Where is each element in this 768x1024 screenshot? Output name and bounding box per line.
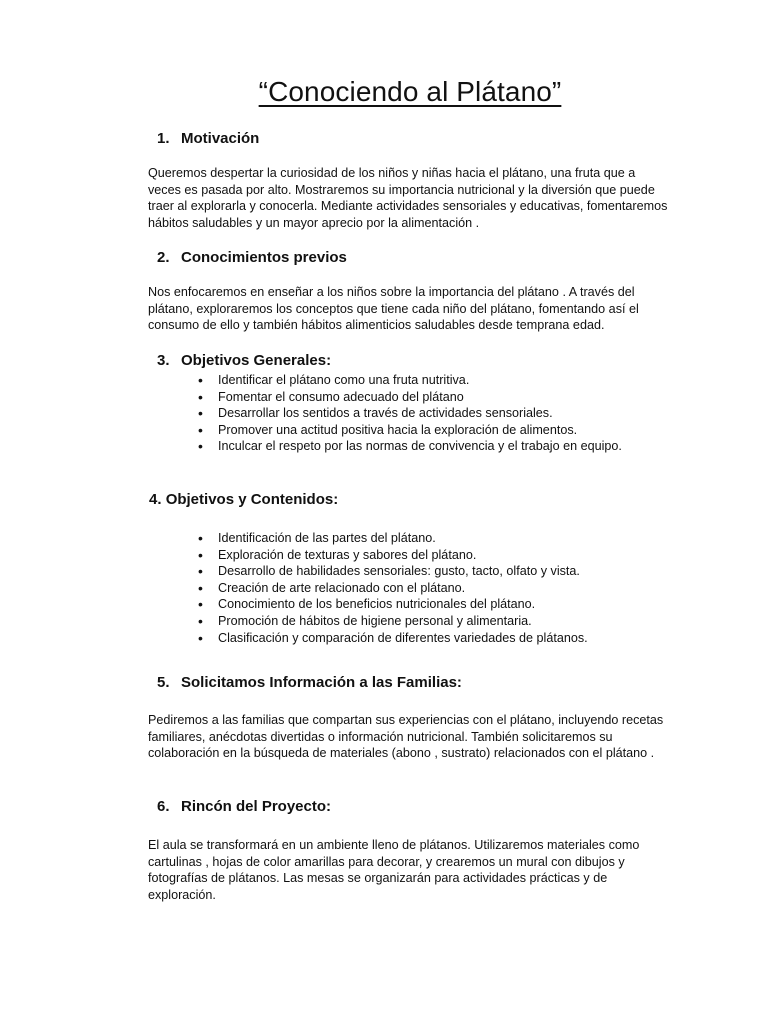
section-heading-rincon-proyecto: [157, 798, 331, 815]
section-title: Objetivos y Contenidos:: [165, 491, 339, 508]
list-item: • Fomentar el consumo adecuado del plátano: [192, 389, 622, 406]
section-number: 2.: [157, 249, 170, 266]
list-item: • Clasificación y comparación de diferentes variedades de plátanos.: [192, 630, 588, 647]
section-heading-motivacion: [157, 130, 259, 147]
section-number: 4.: [149, 491, 162, 508]
section-title: Rincón del Proyecto:: [181, 798, 332, 815]
list-item: • Desarrollo de habilidades sensoriales: gusto, tacto, olfato y vista.: [192, 563, 588, 580]
section-body-conocimientos-previos: Nos enfocaremos en enseñar a los niños sobre la importancia del plátano . A través del plátano, exploraremos los conceptos que tiene cada niño del plátano, fomentando así el consumo de ello y también hábitos alimenticios saludables desde temprana edad.: [148, 285, 639, 333]
list-item: • Creación de arte relacionado con el plátano.: [192, 580, 588, 597]
section-number: 3.: [157, 352, 170, 369]
list-item: • Desarrollar los sentidos a través de actividades sensoriales.: [192, 405, 622, 422]
section-number: 6.: [157, 798, 170, 815]
section-number: 1.: [157, 130, 170, 147]
list-item: • Conocimiento de los beneficios nutricionales del plátano.: [192, 596, 588, 613]
objetivos-contenidos-list: [192, 530, 588, 646]
objetivos-generales-list: [192, 372, 622, 455]
section-title: Objetivos Generales:: [181, 352, 332, 369]
list-item: • Identificación de las partes del plátano.: [192, 530, 588, 547]
section-number: 5.: [157, 674, 170, 691]
list-item: • Promoción de hábitos de higiene personal y alimentaria.: [192, 613, 588, 630]
section-body-motivacion: Queremos despertar la curiosidad de los niños y niñas hacia el plátano, una fruta que a veces es pasada por alto. Mostraremos su importancia nutricional y la diversión que puede traer al explorarla y conocerla. Mediante actividades sensoriales y educativas, fomentaremos hábitos saludables y un mayor aprecio por la alimentación .: [148, 166, 668, 230]
section-body-rincon-proyecto: El aula se transformará en un ambiente lleno de plátanos. Utilizaremos materiales como cartulinas , hojas de color amarillas para decorar, y crearemos un mural con dibujos y fotografías de plátanos. Las mesas se organizarán para actividades prácticas y de exploración.: [148, 838, 640, 902]
list-item: • Inculcar el respeto por las normas de convivencia y el trabajo en equipo.: [192, 438, 622, 455]
list-item: • Exploración de texturas y sabores del plátano.: [192, 547, 588, 564]
section-body-solicitamos-informacion: Pediremos a las familias que compartan sus experiencias con el plátano, incluyendo recetas familiares, anécdotas divertidas o información nutricional. También solicitaremos su colaboración en la búsqueda de materiales (abono , sustrato) relacionados con el plátano .: [148, 713, 664, 761]
section-heading-objetivos-generales: [157, 352, 331, 369]
section-title: Motivación: [181, 130, 260, 147]
section-heading-objetivos-contenidos: [149, 491, 338, 508]
list-item: • Identificar el plátano como una fruta nutritiva.: [192, 372, 622, 389]
section-heading-conocimientos-previos: [157, 249, 347, 266]
section-title: Solicitamos Información a las Familias:: [181, 674, 462, 691]
section-title: Conocimientos previos: [181, 249, 347, 266]
section-heading-solicitamos-informacion: [157, 674, 462, 691]
list-item: • Promover una actitud positiva hacia la exploración de alimentos.: [192, 422, 622, 439]
document-title: “Conociendo al Plátano”: [258, 76, 562, 107]
